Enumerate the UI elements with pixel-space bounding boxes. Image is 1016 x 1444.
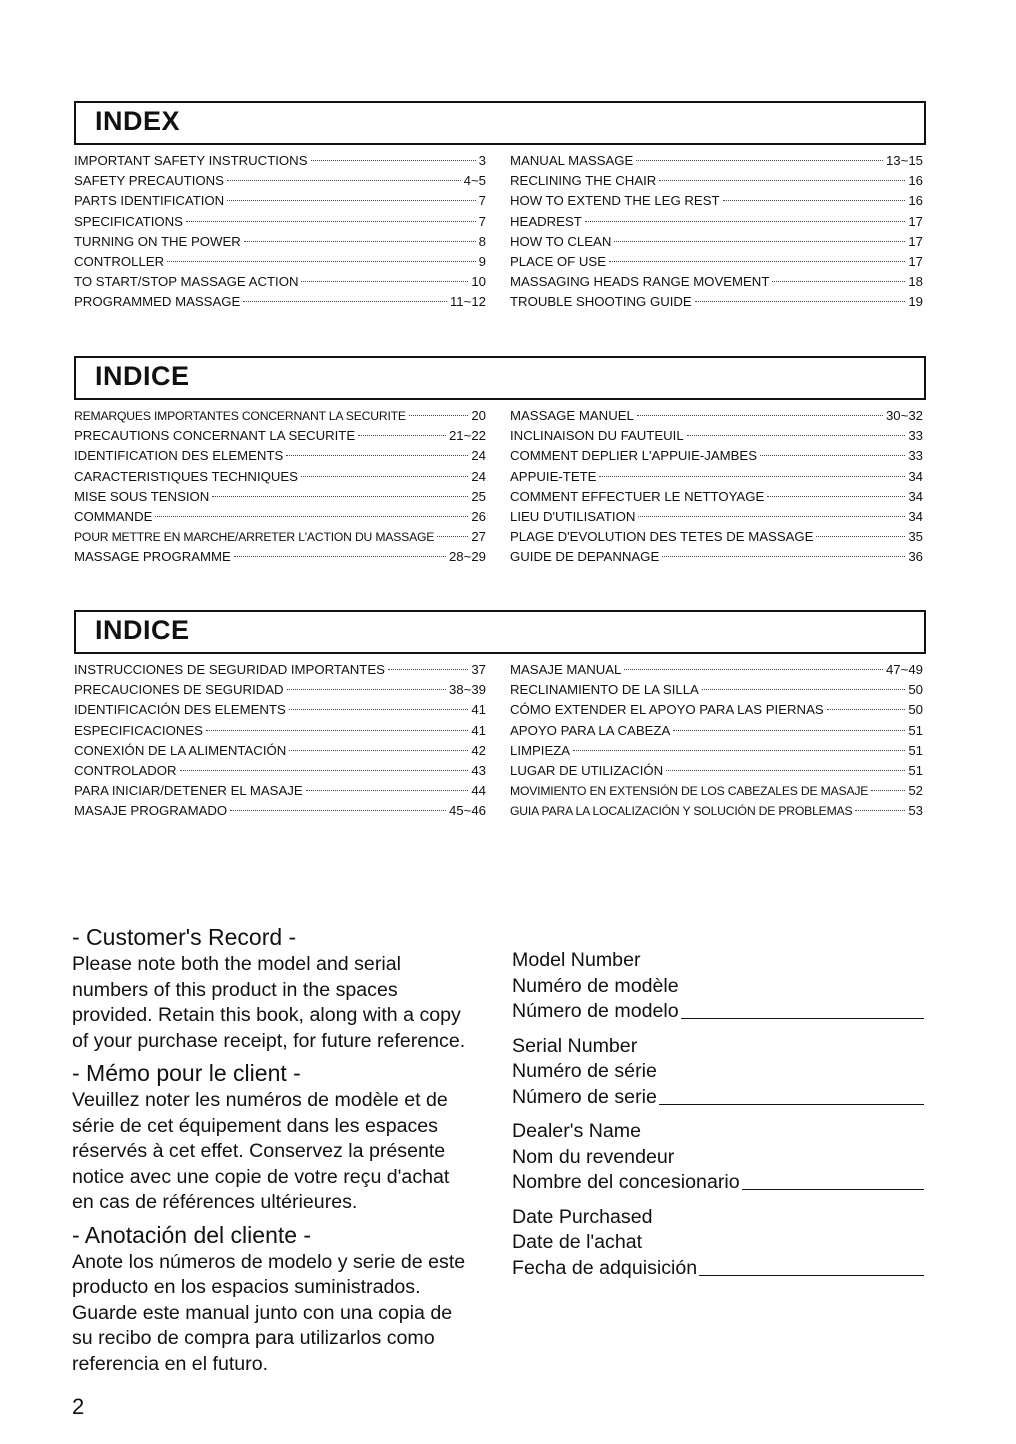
toc-entry[interactable] — [510, 274, 923, 294]
toc-entry-title: MOVIMIENTO EN EXTENSIÓN DE LOS CABEZALES DE MASAJE — [510, 784, 869, 799]
toc-entry-title: MANUAL MASSAGE — [510, 153, 634, 168]
toc-entry-page: 47~49 — [885, 662, 923, 677]
dot-leader — [306, 790, 469, 791]
section-title: INDICE — [95, 361, 190, 391]
toc-entry[interactable] — [510, 489, 923, 509]
toc-entry-page: 51 — [908, 742, 923, 758]
toc-entry[interactable] — [510, 234, 923, 254]
toc-entry-title: HOW TO CLEAN — [510, 233, 612, 249]
toc-entry-page: 35 — [908, 529, 923, 545]
toc-entry-page: 18 — [908, 274, 923, 290]
record-text-es: Anote los números de modelo y serie de este producto en los espacios suministrados. Guarde este manual junto con una copia de su recibo de compra para utilizarlos como referencia en el futuro. — [72, 1250, 466, 1375]
dot-leader — [599, 476, 905, 477]
toc-entry[interactable] — [74, 763, 486, 783]
toc-entry-title: HOW TO EXTEND THE LEG REST — [510, 193, 720, 209]
dot-leader — [289, 750, 468, 751]
toc-entry[interactable] — [74, 448, 486, 468]
toc-entry-title: CONTROLADOR — [74, 762, 177, 778]
toc-entry[interactable] — [510, 153, 923, 173]
dot-leader — [230, 810, 446, 811]
section-title: INDICE — [95, 615, 190, 645]
toc — [74, 662, 926, 824]
dot-leader — [816, 536, 905, 537]
toc-entry-title: APPUIE-TETE — [510, 468, 597, 484]
dot-leader — [289, 709, 469, 710]
toc-right-column — [510, 153, 923, 315]
toc-entry-title: IMPORTANT SAFETY INSTRUCTIONS — [74, 153, 308, 168]
toc-entry-title: SAFETY PRECAUTIONS — [74, 173, 224, 189]
toc-entry-page: 34 — [908, 508, 923, 524]
dot-leader — [855, 810, 905, 811]
toc-entry[interactable] — [510, 702, 923, 722]
toc-entry-title: PRECAUCIONES DE SEGURIDAD — [74, 682, 284, 698]
toc-entry[interactable] — [510, 803, 923, 823]
index-section-fr — [74, 356, 926, 570]
toc — [74, 153, 926, 315]
toc-entry-page: 19 — [908, 294, 923, 310]
toc-left-column — [74, 153, 486, 315]
dot-leader — [662, 556, 905, 557]
dot-leader — [243, 301, 447, 302]
dot-leader — [409, 415, 469, 416]
dot-leader — [760, 455, 905, 456]
toc-entry-page: 26 — [471, 508, 486, 524]
dot-leader — [234, 556, 446, 557]
section-header — [74, 356, 926, 400]
toc-entry-page: 34 — [908, 468, 923, 484]
toc-entry-title: INSTRUCCIONES DE SEGURIDAD IMPORTANTES — [74, 662, 385, 677]
record-text-en: Please note both the model and serial numbers of this product in the spaces provided. Retain this book, along with a copy of your purchase receipt, for future reference. — [72, 953, 466, 1052]
toc-entry-title: LIMPIEZA — [510, 742, 571, 758]
toc-entry-title: PROGRAMMED MASSAGE — [74, 294, 241, 310]
toc-entry-page: 27 — [471, 529, 486, 545]
toc-entry[interactable] — [74, 428, 486, 448]
page-number: 2 — [72, 1394, 85, 1419]
toc-entry[interactable] — [510, 408, 923, 428]
toc-entry-page: 44 — [471, 783, 486, 799]
toc-entry-page: 17 — [908, 253, 923, 269]
toc-entry-title: COMMENT EFFECTUER LE NETTOYAGE — [510, 488, 765, 504]
dot-leader — [155, 516, 468, 517]
toc-entry-page: 30~32 — [885, 408, 923, 423]
field-label: Dealer's Name — [512, 1120, 641, 1142]
dot-leader — [659, 180, 905, 181]
toc-entry[interactable] — [74, 803, 486, 823]
toc-entry[interactable] — [74, 743, 486, 763]
field-label: Número de modelo — [512, 1000, 679, 1022]
toc-entry-page: 24 — [471, 448, 486, 464]
toc-entry[interactable] — [510, 549, 923, 569]
toc-entry-page: 45~46 — [448, 803, 486, 819]
toc-entry[interactable] — [74, 702, 486, 722]
toc-entry-title: ESPECIFICACIONES — [74, 722, 203, 738]
dot-leader — [638, 516, 905, 517]
dot-leader — [301, 476, 468, 477]
record-heading-fr: - Mémo pour le client - — [72, 1060, 301, 1086]
toc-entry[interactable] — [74, 214, 486, 234]
toc-entry[interactable] — [510, 662, 923, 682]
toc-entry[interactable] — [510, 529, 923, 549]
field-label: Numéro de modèle — [512, 974, 679, 997]
toc-entry-title: PARTS IDENTIFICATION — [74, 193, 225, 209]
toc-entry[interactable] — [74, 529, 486, 549]
toc-entry-title: LUGAR DE UTILIZACIÓN — [510, 762, 664, 778]
toc-entry[interactable] — [74, 489, 486, 509]
toc-entry-page: 41 — [471, 702, 486, 718]
toc-entry-page: 51 — [908, 722, 923, 738]
dot-leader — [287, 689, 446, 690]
toc-entry-page: 24 — [471, 468, 486, 484]
toc-entry[interactable] — [510, 783, 923, 803]
dot-leader — [673, 730, 905, 731]
toc-entry[interactable] — [510, 743, 923, 763]
toc-entry-title: IDENTIFICACIÓN DES ELEMENTS — [74, 702, 286, 718]
dot-leader — [772, 281, 905, 282]
toc-entry-title: IDENTIFICATION DES ELEMENTS — [74, 448, 284, 464]
toc-entry-page: 52 — [908, 783, 923, 799]
toc-entry-page: 8 — [478, 233, 486, 249]
dot-leader — [437, 536, 468, 537]
toc-entry-page: 50 — [908, 682, 923, 698]
toc-entry[interactable] — [74, 294, 486, 314]
toc-entry-title: HEADREST — [510, 213, 582, 229]
toc-entry[interactable] — [510, 214, 923, 234]
toc-right-column — [510, 408, 923, 570]
write-in-line[interactable] — [681, 1018, 924, 1019]
toc-entry-page: 7 — [478, 213, 486, 229]
toc-entry[interactable] — [74, 254, 486, 274]
write-in-line[interactable] — [699, 1275, 924, 1276]
customer-record — [72, 922, 502, 1377]
field-label: Serial Number — [512, 1034, 638, 1057]
toc-entry[interactable] — [510, 193, 923, 213]
dot-leader — [180, 770, 469, 771]
toc-entry[interactable] — [74, 723, 486, 743]
dot-leader — [167, 261, 476, 262]
dot-leader — [388, 669, 468, 670]
dealer-name-field[interactable] — [512, 1119, 924, 1196]
record-heading-es: - Anotación del cliente - — [72, 1221, 312, 1248]
date-purchased-field[interactable] — [512, 1205, 924, 1282]
toc-entry-title: GUIDE DE DEPANNAGE — [510, 549, 660, 565]
toc-entry[interactable] — [74, 408, 486, 428]
toc-entry-title: PRECAUTIONS CONCERNANT LA SECURITE — [74, 428, 356, 444]
toc-entry-page: 21~22 — [448, 428, 486, 444]
toc-entry-page: 41 — [471, 722, 486, 738]
field-label: Número de serie — [512, 1085, 657, 1108]
dot-leader — [227, 180, 461, 181]
toc-entry[interactable] — [74, 509, 486, 529]
serial-number-field[interactable] — [512, 1034, 924, 1111]
field-label: Date Purchased — [512, 1205, 653, 1228]
toc-entry-page: 33 — [908, 448, 923, 464]
toc-entry[interactable] — [74, 193, 486, 213]
toc-entry-title: PARA INICIAR/DETENER EL MASAJE — [74, 783, 303, 799]
toc-entry-title: MASSAGE MANUEL — [510, 408, 634, 423]
dot-leader — [767, 496, 905, 497]
dot-leader — [573, 750, 905, 751]
toc-entry-page: 36 — [908, 549, 923, 565]
toc-entry-page: 17 — [908, 213, 923, 229]
dot-leader — [687, 435, 906, 436]
toc-entry-title: COMMENT DEPLIER L'APPUIE-JAMBES — [510, 448, 758, 464]
toc-entry-page: 28~29 — [448, 549, 486, 565]
toc-entry-title: RECLINAMIENTO DE LA SILLA — [510, 682, 699, 698]
toc-entry-title: MASAJE MANUAL — [510, 662, 622, 677]
toc-entry-title: CÓMO EXTENDER EL APOYO PARA LAS PIERNAS — [510, 702, 824, 718]
toc-entry-page: 33 — [908, 428, 923, 444]
dot-leader — [244, 241, 476, 242]
toc-entry-title: TO START/STOP MASSAGE ACTION — [74, 274, 299, 290]
dot-leader — [301, 281, 468, 282]
toc-entry[interactable] — [74, 153, 486, 173]
toc-entry[interactable] — [510, 682, 923, 702]
dot-leader — [827, 709, 906, 710]
dot-leader — [624, 669, 883, 670]
toc-entry-page: 53 — [908, 803, 923, 819]
index-section-en — [74, 101, 926, 315]
record-heading-en: - Customer's Record - — [72, 924, 297, 950]
toc-entry-title: POUR METTRE EN MARCHE/ARRETER L'ACTION DU MASSAGE — [74, 530, 435, 545]
toc-entry[interactable] — [510, 509, 923, 529]
toc-entry-title: PLAGE D'EVOLUTION DES TETES DE MASSAGE — [510, 529, 814, 545]
section-title: INDEX — [95, 106, 181, 136]
field-label: Numéro de série — [512, 1060, 657, 1082]
toc-entry[interactable] — [74, 682, 486, 702]
toc-entry-title: RECLINING THE CHAIR — [510, 173, 657, 189]
toc-entry[interactable] — [74, 173, 486, 193]
toc-entry-title: CONTROLLER — [74, 253, 165, 269]
toc-right-column — [510, 662, 923, 824]
toc-entry-page: 17 — [908, 233, 923, 249]
toc — [74, 408, 926, 570]
toc-entry-page: 3 — [478, 153, 486, 168]
toc-entry[interactable] — [74, 662, 486, 682]
toc-entry-title: MISE SOUS TENSION — [74, 488, 210, 504]
dot-leader — [311, 160, 476, 161]
toc-entry-page: 37 — [471, 662, 486, 677]
dot-leader — [206, 730, 468, 731]
toc-entry[interactable] — [510, 254, 923, 274]
toc-entry-title: TROUBLE SHOOTING GUIDE — [510, 294, 692, 310]
dot-leader — [637, 415, 883, 416]
dot-leader — [723, 200, 906, 201]
toc-entry[interactable] — [510, 469, 923, 489]
write-in-line[interactable] — [742, 1189, 924, 1190]
toc-entry-title: COMMANDE — [74, 508, 153, 524]
section-header — [74, 610, 926, 654]
toc-entry-page: 16 — [908, 193, 923, 209]
toc-entry[interactable] — [510, 294, 923, 314]
toc-entry-page: 4~5 — [463, 173, 486, 189]
toc-entry-page: 42 — [471, 742, 486, 758]
toc-entry-title: APOYO PARA LA CABEZA — [510, 722, 671, 738]
toc-entry-page: 10 — [471, 274, 486, 290]
toc-entry-page: 16 — [908, 173, 923, 189]
toc-entry-page: 43 — [471, 762, 486, 778]
dot-leader — [695, 301, 906, 302]
field-label: Fecha de adquisición — [512, 1256, 698, 1279]
dot-leader — [286, 455, 468, 456]
toc-entry-page: 51 — [908, 762, 923, 778]
toc-entry-page: 20 — [471, 408, 486, 423]
toc-entry[interactable] — [74, 549, 486, 569]
toc-entry[interactable] — [74, 783, 486, 803]
toc-entry-title: MASSAGING HEADS RANGE MOVEMENT — [510, 274, 770, 290]
index-section-es — [74, 610, 926, 824]
toc-entry-title: TURNING ON THE POWER — [74, 233, 241, 249]
toc-entry-title: MASSAGE PROGRAMME — [74, 549, 231, 565]
field-label: Date de l'achat — [512, 1231, 643, 1253]
record-fields — [512, 948, 924, 1290]
toc-entry[interactable] — [510, 723, 923, 743]
toc-entry-title: CARACTERISTIQUES TECHNIQUES — [74, 468, 298, 484]
dot-leader — [186, 221, 476, 222]
dot-leader — [702, 689, 905, 690]
toc-entry[interactable] — [74, 274, 486, 294]
toc-entry-page: 38~39 — [448, 682, 486, 698]
toc-entry-page: 25 — [471, 488, 486, 504]
field-label: Nombre del concesionario — [512, 1171, 740, 1193]
section-header — [74, 101, 926, 145]
record-text-fr: Veuillez noter les numéros de modèle et de série de cet équipement dans les espaces réservés à cet effet. Conservez la présente notice avec une copie de votre reçu d'achat en cas de références ultérieures. — [72, 1089, 450, 1213]
toc-entry-title: INCLINAISON DU FAUTEUIL — [510, 428, 684, 444]
toc-entry-page: 13~15 — [885, 153, 923, 168]
toc-entry-page: 7 — [478, 193, 486, 209]
dot-leader — [614, 241, 905, 242]
dot-leader — [666, 770, 905, 771]
field-label: Model Number — [512, 949, 641, 971]
dot-leader — [636, 160, 883, 161]
dot-leader — [585, 221, 906, 222]
toc-entry-title: REMARQUES IMPORTANTES CONCERNANT LA SECURITE — [74, 409, 406, 423]
toc-entry-title: MASAJE PROGRAMADO — [74, 803, 228, 819]
field-label: Nom du revendeur — [512, 1145, 675, 1168]
dot-leader — [871, 790, 905, 791]
model-number-field[interactable] — [512, 948, 924, 1025]
toc-entry-page: 11~12 — [449, 294, 486, 310]
toc-entry[interactable] — [74, 234, 486, 254]
toc-entry-title: GUIA PARA LA LOCALIZACIÓN Y SOLUCIÓN DE PROBLEMAS — [510, 804, 853, 819]
toc-entry[interactable] — [510, 173, 923, 193]
write-in-line[interactable] — [659, 1104, 924, 1105]
dot-leader — [358, 435, 446, 436]
toc-entry-page: 9 — [478, 253, 486, 269]
dot-leader — [212, 496, 468, 497]
toc-left-column — [74, 662, 486, 824]
toc-entry-title: SPECIFICATIONS — [74, 213, 183, 229]
toc-entry-title: CONEXIÓN DE LA ALIMENTACIÓN — [74, 742, 287, 758]
dot-leader — [227, 200, 475, 201]
toc-entry[interactable] — [510, 763, 923, 783]
toc-left-column — [74, 408, 486, 570]
dot-leader — [609, 261, 905, 262]
toc-entry-page: 34 — [908, 488, 923, 504]
toc-entry-title: PLACE OF USE — [510, 253, 607, 269]
toc-entry[interactable] — [74, 469, 486, 489]
toc-entry-title: LIEU D'UTILISATION — [510, 508, 636, 524]
toc-entry[interactable] — [510, 448, 923, 468]
toc-entry[interactable] — [510, 428, 923, 448]
toc-entry-page: 50 — [908, 702, 923, 718]
